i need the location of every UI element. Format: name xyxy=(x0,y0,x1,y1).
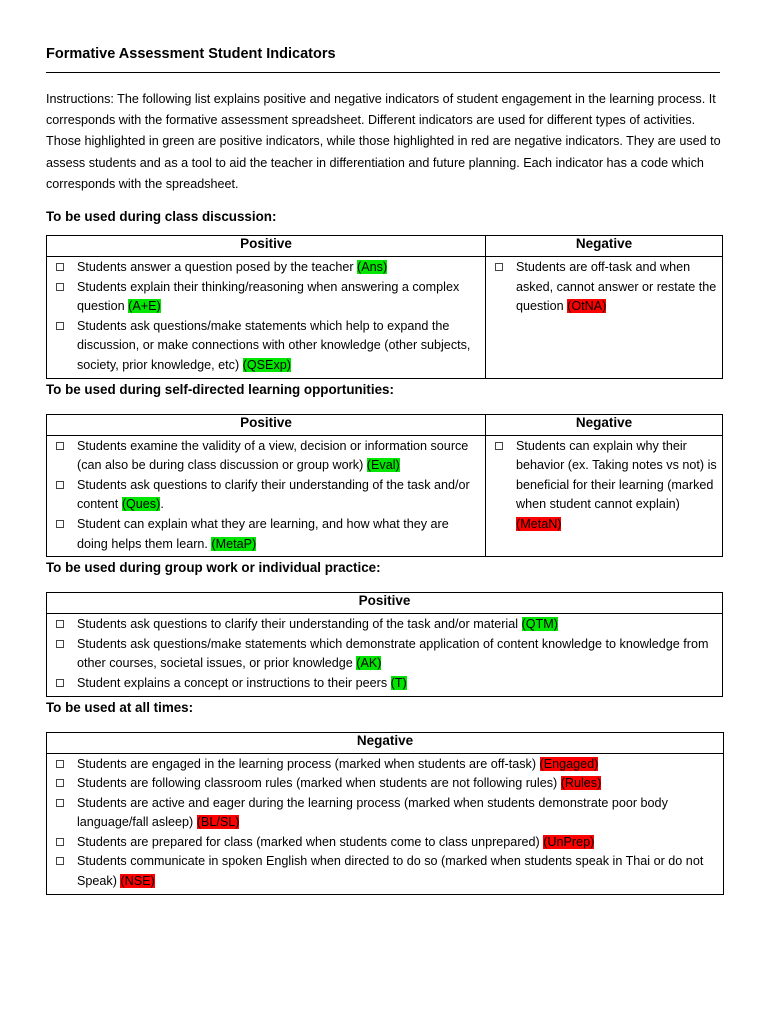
indicator-list xyxy=(53,258,481,376)
indicator-text: Students ask questions/make statements which demonstrate application of content knowledge to knowledge from other courses, societal issues, or prior knowledge xyxy=(77,636,709,671)
indicator-text: Students are prepared for class (marked when students come to class unprepared) xyxy=(77,834,544,849)
indicator-text: Students examine the validity of a view, decision or information source (can also be during class discussion or group work) xyxy=(77,438,469,473)
indicator-list xyxy=(53,437,481,555)
column-header-positive: Positive xyxy=(47,414,486,435)
positive-indicators-cell xyxy=(47,257,486,379)
indicator-code: (BL/SL) xyxy=(196,815,240,830)
indicator-code: (Eval) xyxy=(366,458,400,473)
list-item xyxy=(53,258,481,278)
column-header-positive: Positive xyxy=(47,593,723,614)
checkbox-icon xyxy=(56,520,64,528)
positive-indicators-cell xyxy=(47,435,486,557)
indicator-code: (NSE) xyxy=(120,874,155,889)
section-heading-self-directed: To be used during self-directed learning opportunities: xyxy=(46,381,394,397)
indicator-text: Students ask questions to clarify their understanding of the task and/or content xyxy=(77,477,470,512)
list-item xyxy=(53,515,481,554)
column-header-positive: Positive xyxy=(47,236,486,257)
checkbox-icon xyxy=(56,799,64,807)
list-item xyxy=(53,476,481,515)
indicator-code: (T) xyxy=(390,675,407,690)
negative-indicators-cell xyxy=(486,257,723,379)
list-item xyxy=(53,774,719,794)
indicator-list xyxy=(492,258,718,317)
section-heading-group-work: To be used during group work or individual practice: xyxy=(46,560,381,576)
indicator-table-class-discussion xyxy=(46,235,723,379)
indicator-text: Students communicate in spoken English when directed to do so (marked when students speak in Thai or do not Speak) xyxy=(77,854,704,889)
checkbox-icon xyxy=(56,442,64,450)
positive-indicators-cell xyxy=(47,614,723,696)
checkbox-icon xyxy=(56,283,64,291)
negative-indicators-cell xyxy=(47,753,724,894)
indicator-text: Students can explain why their behavior (ex. Taking notes vs not) is beneficial for their learning (marked when student cannot explain) xyxy=(516,438,717,512)
checkbox-icon xyxy=(56,322,64,330)
list-item xyxy=(53,755,719,775)
column-header-negative: Negative xyxy=(47,732,724,753)
checkbox-icon xyxy=(56,481,64,489)
indicator-text: Students are off-task and when asked, cannot answer or restate the question xyxy=(516,260,717,314)
list-item xyxy=(53,833,719,853)
list-item xyxy=(53,278,481,317)
indicator-text: Students explain their thinking/reasoning when answering a complex question xyxy=(77,279,460,314)
indicator-code: (Engaged) xyxy=(539,756,599,771)
section-heading-all-times: To be used at all times: xyxy=(46,699,194,715)
indicator-code: (Rules) xyxy=(560,776,602,791)
list-item xyxy=(53,317,481,376)
checkbox-icon xyxy=(56,620,64,628)
checkbox-icon xyxy=(495,263,503,271)
column-header-negative: Negative xyxy=(486,236,723,257)
document-title: Formative Assessment Student Indicators xyxy=(46,46,336,62)
indicator-text: Students ask questions to clarify their understanding of the task and/or material xyxy=(77,617,522,632)
indicator-text: Students are active and eager during the learning process (marked when students demonstrate poor body language/fall asleep) xyxy=(77,795,668,830)
checkbox-icon xyxy=(56,838,64,846)
indicator-code: (OtNA) xyxy=(567,299,607,314)
checkbox-icon xyxy=(56,857,64,865)
indicator-text: Student explains a concept or instructions to their peers xyxy=(77,675,391,690)
indicator-table-self-directed xyxy=(46,414,723,558)
list-item xyxy=(53,615,718,635)
indicator-code: (QTM) xyxy=(521,617,558,632)
list-item xyxy=(53,437,481,476)
list-item xyxy=(53,852,719,891)
list-item xyxy=(492,258,718,317)
list-item xyxy=(53,674,718,694)
checkbox-icon xyxy=(56,640,64,648)
list-item xyxy=(492,437,718,535)
title-underline xyxy=(46,72,720,73)
checkbox-icon xyxy=(56,679,64,687)
indicator-code: (Ans) xyxy=(357,260,388,275)
indicator-code: (MetaP) xyxy=(211,536,257,551)
checkbox-icon xyxy=(56,263,64,271)
indicator-text: Students are following classroom rules (marked when students are not following rules) xyxy=(77,776,561,791)
indicator-table-group-work xyxy=(46,592,723,696)
indicator-text: Students answer a question posed by the teacher xyxy=(77,260,358,275)
indicator-list xyxy=(53,755,719,892)
indicator-table-all-times xyxy=(46,732,724,895)
indicator-code: (MetaN) xyxy=(516,516,562,531)
negative-indicators-cell xyxy=(486,435,723,557)
section-heading-class-discussion: To be used during class discussion: xyxy=(46,209,277,225)
indicator-code: (Ques) xyxy=(121,497,161,512)
list-item xyxy=(53,794,719,833)
indicator-text: Students are engaged in the learning process (marked when students are off-task) xyxy=(77,756,540,771)
indicator-code: (UnPrep) xyxy=(543,834,595,849)
indicator-list xyxy=(53,615,718,693)
instructions-paragraph: Instructions: The following list explains positive and negative indicators of student engagement in the learning process. It corresponds with the formative assessment spreadsheet. Different indicators are used for different types of activities. Those highlighted in green are positive indicators, while those highlighted in red are negative indicators. They are used to assess students and as a tool to aid the teacher in differentiation and future planning. Each indicator has a code which corresponds with the spreadsheet. xyxy=(46,92,721,191)
indicator-text: Students ask questions/make statements which help to expand the discussion, or make connections with other knowledge (other subjects, society, prior knowledge, etc) xyxy=(77,318,471,372)
indicator-code: (AK) xyxy=(356,656,382,671)
indicator-text: Student can explain what they are learning, and how what they are doing helps them learn. xyxy=(77,516,449,551)
list-item xyxy=(53,635,718,674)
indicator-list xyxy=(492,437,718,535)
indicator-code: (A+E) xyxy=(128,299,161,314)
indicator-code: (QSExp) xyxy=(242,357,291,372)
checkbox-icon xyxy=(495,442,503,450)
checkbox-icon xyxy=(56,760,64,768)
column-header-negative: Negative xyxy=(486,414,723,435)
indicator-suffix: . xyxy=(160,497,164,512)
checkbox-icon xyxy=(56,779,64,787)
